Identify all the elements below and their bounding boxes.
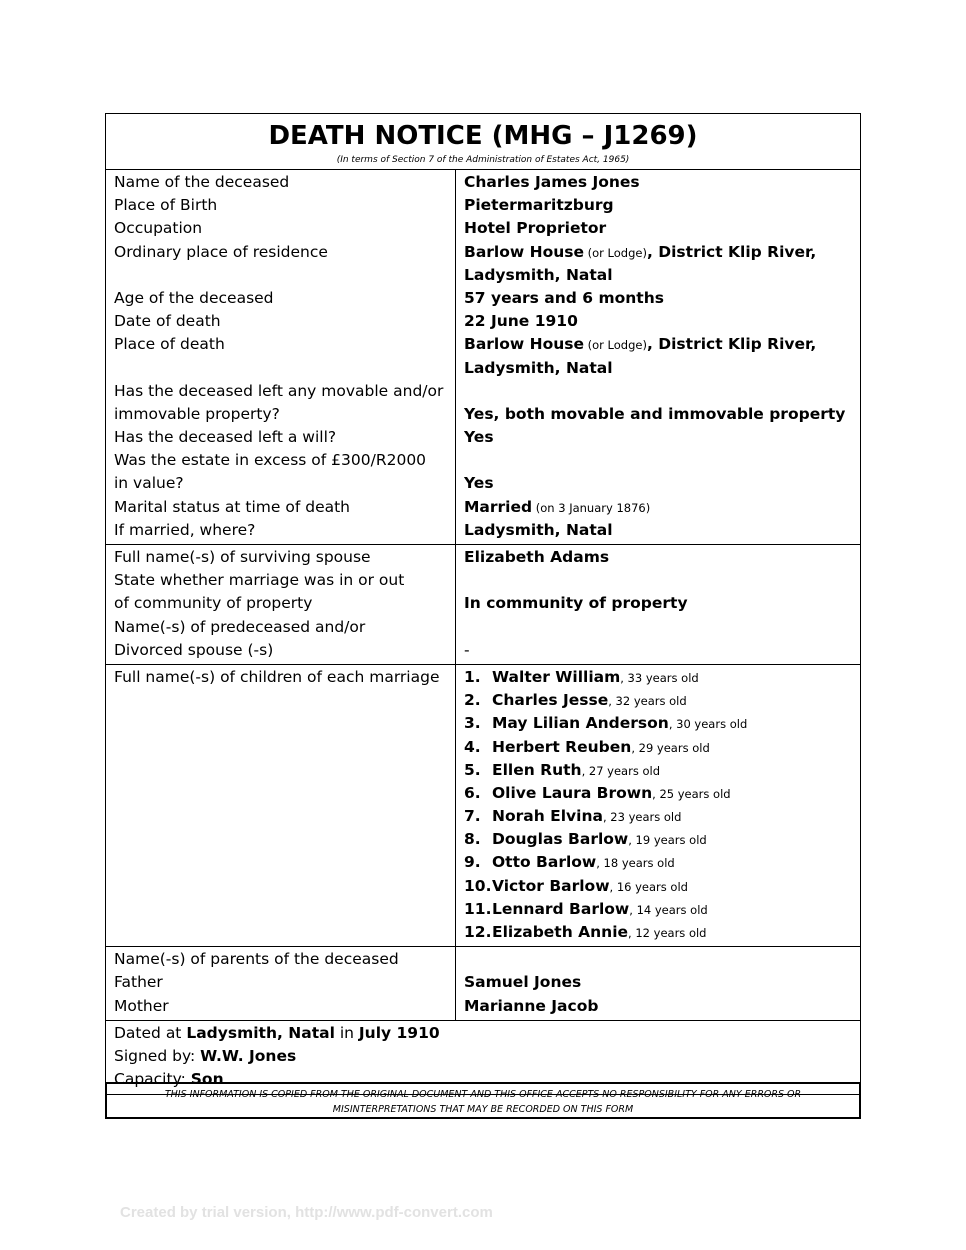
child-age: , 33 years old xyxy=(620,670,699,685)
child-name: Victor Barlow xyxy=(492,876,610,895)
father-label: Father xyxy=(114,973,163,992)
deceased-section xyxy=(106,170,860,545)
capacity-prefix: Capacity: xyxy=(114,1070,191,1089)
death-place-district: , District Klip River, xyxy=(646,335,817,354)
child-number: 12. xyxy=(464,923,492,941)
child-item xyxy=(464,712,860,735)
residence-district: , District Klip River, xyxy=(646,242,817,261)
child-name: Lennard Barlow xyxy=(492,899,630,918)
age-label: Age of the deceased xyxy=(114,288,274,307)
mother-name: Marianne Jacob xyxy=(464,996,599,1015)
child-age: , 19 years old xyxy=(628,833,707,848)
child-item xyxy=(464,828,860,851)
residence-house: Barlow House xyxy=(464,242,584,261)
child-number: 7. xyxy=(464,807,481,826)
property-label-2: immovable property? xyxy=(114,404,280,423)
child-item xyxy=(464,689,860,712)
parents-label: Name(-s) of parents of the deceased xyxy=(114,950,399,969)
will-value: Yes xyxy=(464,428,494,447)
spouse-name-label: Full name(-s) of surviving spouse xyxy=(114,548,371,566)
child-item xyxy=(464,898,860,921)
child-age: , 18 years old xyxy=(596,856,675,871)
child-name: Ellen Ruth xyxy=(492,760,582,779)
dated-mid: in xyxy=(334,1023,359,1042)
signed-by: W.W. Jones xyxy=(200,1046,297,1065)
child-item xyxy=(464,805,860,828)
deceased-values xyxy=(456,170,860,544)
child-item xyxy=(464,666,860,689)
page-subtitle: (In terms of Section 7 of the Administration of Estates Act, 1965) xyxy=(336,155,630,165)
death-place-note: (or Lodge) xyxy=(584,338,647,353)
occupation-label: Occupation xyxy=(114,219,203,238)
occupation: Hotel Proprietor xyxy=(464,219,607,238)
residence-note: (or Lodge) xyxy=(584,245,647,260)
residence-line-2: Ladysmith, Natal xyxy=(464,265,613,284)
name-label: Name of the deceased xyxy=(114,173,290,191)
estate-value: Yes xyxy=(464,474,494,493)
child-item xyxy=(464,736,860,759)
spouse-name: Elizabeth Adams xyxy=(464,548,610,566)
child-number: 2. xyxy=(464,691,481,710)
child-age: , 25 years old xyxy=(652,786,731,801)
age: 57 years and 6 months xyxy=(464,288,664,307)
predeceased-label-2: Divorced spouse (-s) xyxy=(114,640,274,659)
death-notice-form xyxy=(105,113,861,1095)
page-title: DEATH NOTICE (MHG – J1269) xyxy=(268,121,698,151)
dated-place: Ladysmith, Natal xyxy=(186,1023,335,1042)
property-value: Yes, both movable and immovable property xyxy=(464,404,846,423)
child-number: 8. xyxy=(464,830,481,849)
child-name: Herbert Reuben xyxy=(492,737,632,756)
child-number: 10. xyxy=(464,876,492,895)
death-date-label: Date of death xyxy=(114,312,221,331)
parents-labels xyxy=(106,947,456,1020)
deceased-name: Charles James Jones xyxy=(464,173,640,191)
property-label-1: Has the deceased left any movable and/or xyxy=(114,381,444,400)
disclaimer-line-1: THIS INFORMATION IS COPIED FROM THE ORIGINAL DOCUMENT AND THIS OFFICE ACCEPTS NO RESPONSIBILITY FOR ANY ERRORS OR xyxy=(164,1089,802,1100)
capacity-value: Son xyxy=(190,1070,224,1089)
child-number: 4. xyxy=(464,737,481,756)
children-labels xyxy=(106,665,456,946)
community-label-1: State whether marriage was in or out xyxy=(114,571,405,590)
disclaimer-line-2: MISINTERPRETATIONS THAT MAY BE RECORDED ON THIS FORM xyxy=(332,1104,634,1115)
child-number: 6. xyxy=(464,783,481,802)
death-place-label: Place of death xyxy=(114,335,225,354)
children-section xyxy=(106,665,860,947)
dated-prefix: Dated at xyxy=(114,1023,187,1042)
spouse-labels xyxy=(106,545,456,664)
child-age: , 27 years old xyxy=(581,763,661,778)
child-number: 9. xyxy=(464,853,481,872)
residence-label: Ordinary place of residence xyxy=(114,242,328,261)
title-block xyxy=(106,114,860,170)
children-list xyxy=(456,665,860,946)
child-age: , 32 years old xyxy=(608,694,687,709)
predeceased-label-1: Name(-s) of predeceased and/or xyxy=(114,617,366,636)
estate-label-2: in value? xyxy=(114,474,184,493)
deceased-labels xyxy=(106,170,456,544)
married-where: Ladysmith, Natal xyxy=(464,520,613,539)
child-age: , 16 years old xyxy=(609,879,688,894)
will-label: Has the deceased left a will? xyxy=(114,428,337,447)
marital-note: (on 3 January 1876) xyxy=(532,500,651,515)
residence-line-1 xyxy=(464,241,860,264)
child-age: , 29 years old xyxy=(631,740,710,755)
spouse-values xyxy=(456,545,860,664)
child-name: Walter William xyxy=(492,667,621,686)
dated-line xyxy=(114,1022,860,1045)
child-name: Douglas Barlow xyxy=(492,830,629,849)
child-name: Elizabeth Annie xyxy=(492,923,629,941)
parents-section xyxy=(106,947,860,1021)
child-age: , 14 years old xyxy=(629,902,708,917)
death-date: 22 June 1910 xyxy=(464,312,578,331)
marital-value xyxy=(464,496,860,519)
child-item xyxy=(464,875,860,898)
child-name: May Lilian Anderson xyxy=(492,714,669,733)
predeceased-value: - xyxy=(464,640,470,659)
birth-label: Place of Birth xyxy=(114,196,218,215)
child-number: 5. xyxy=(464,760,481,779)
parents-values xyxy=(456,947,860,1020)
married-where-label: If married, where? xyxy=(114,520,256,539)
child-number: 3. xyxy=(464,714,481,733)
child-number: 1. xyxy=(464,667,481,686)
child-number: 11. xyxy=(464,899,492,918)
marital-label: Marital status at time of death xyxy=(114,497,351,516)
marital-status: Married xyxy=(464,497,533,516)
child-item xyxy=(464,759,860,782)
birth-place: Pietermaritzburg xyxy=(464,196,614,215)
dated-date: July 1910 xyxy=(358,1023,440,1042)
child-name: Norah Elvina xyxy=(492,807,603,826)
death-place-line-2: Ladysmith, Natal xyxy=(464,358,613,377)
child-age: , 12 years old xyxy=(628,926,707,940)
watermark-text: Created by trial version, http://www.pdf-convert.com xyxy=(120,1204,493,1221)
disclaimer-box xyxy=(105,1082,861,1119)
child-name: Olive Laura Brown xyxy=(492,783,653,802)
estate-label-1: Was the estate in excess of £300/R2000 xyxy=(114,451,427,470)
signed-line xyxy=(114,1045,860,1068)
child-age: , 23 years old xyxy=(602,810,682,825)
mother-label: Mother xyxy=(114,996,169,1015)
child-age: , 30 years old xyxy=(668,717,748,732)
child-name: Charles Jesse xyxy=(492,691,609,710)
child-item xyxy=(464,782,860,805)
death-place-house: Barlow House xyxy=(464,335,584,354)
child-item xyxy=(464,921,860,944)
death-place-line-1 xyxy=(464,333,860,356)
signed-prefix: Signed by: xyxy=(114,1046,201,1065)
community-label-2: of community of property xyxy=(114,594,313,613)
father-name: Samuel Jones xyxy=(464,973,582,992)
spouse-section xyxy=(106,545,860,665)
children-label: Full name(-s) of children of each marriage xyxy=(114,667,440,686)
child-item xyxy=(464,851,860,874)
community-value: In community of property xyxy=(464,594,688,613)
child-name: Otto Barlow xyxy=(492,853,597,872)
